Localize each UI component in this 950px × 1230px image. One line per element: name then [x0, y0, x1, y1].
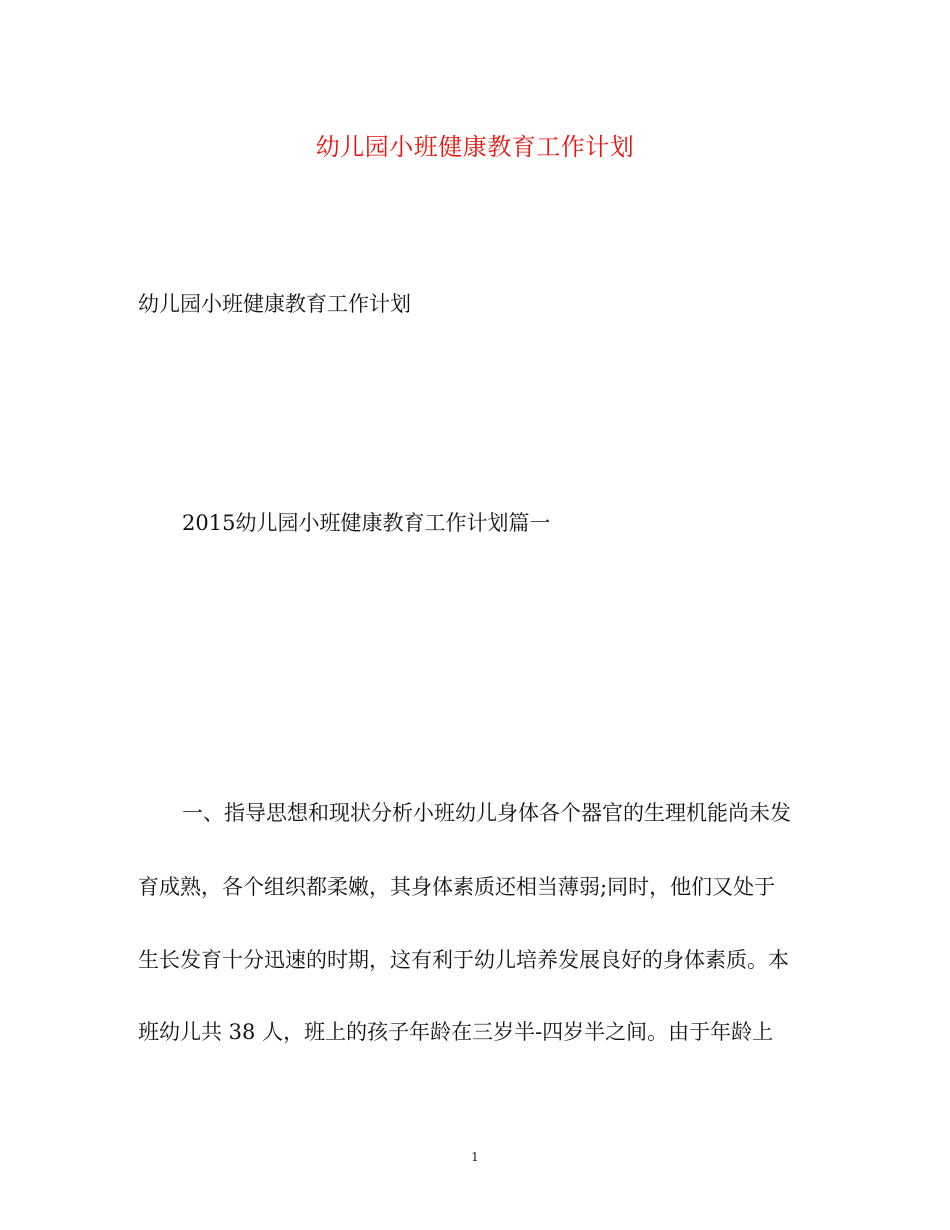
document-subtitle: 幼儿园小班健康教育工作计划 [138, 292, 411, 316]
section-heading: 2015幼儿园小班健康教育工作计划篇一 [182, 511, 551, 535]
document-title: 幼儿园小班健康教育工作计划 [315, 133, 635, 161]
page-number: 1 [471, 1150, 479, 1164]
body-paragraph-line: 育成熟，各个组织都柔嫩，其身体素质还相当薄弱;同时，他们又处于 [138, 875, 776, 899]
body-paragraph-line: 一、指导思想和现状分析小班幼儿身体各个器官的生理机能尚未发 [182, 801, 791, 825]
body-paragraph-line: 班幼儿共 38 人，班上的孩子年龄在三岁半-四岁半之间。由于年龄上 [138, 1020, 774, 1044]
body-paragraph-line: 生长发育十分迅速的时期，这有利于幼儿培养发展良好的身体素质。本 [138, 948, 789, 972]
